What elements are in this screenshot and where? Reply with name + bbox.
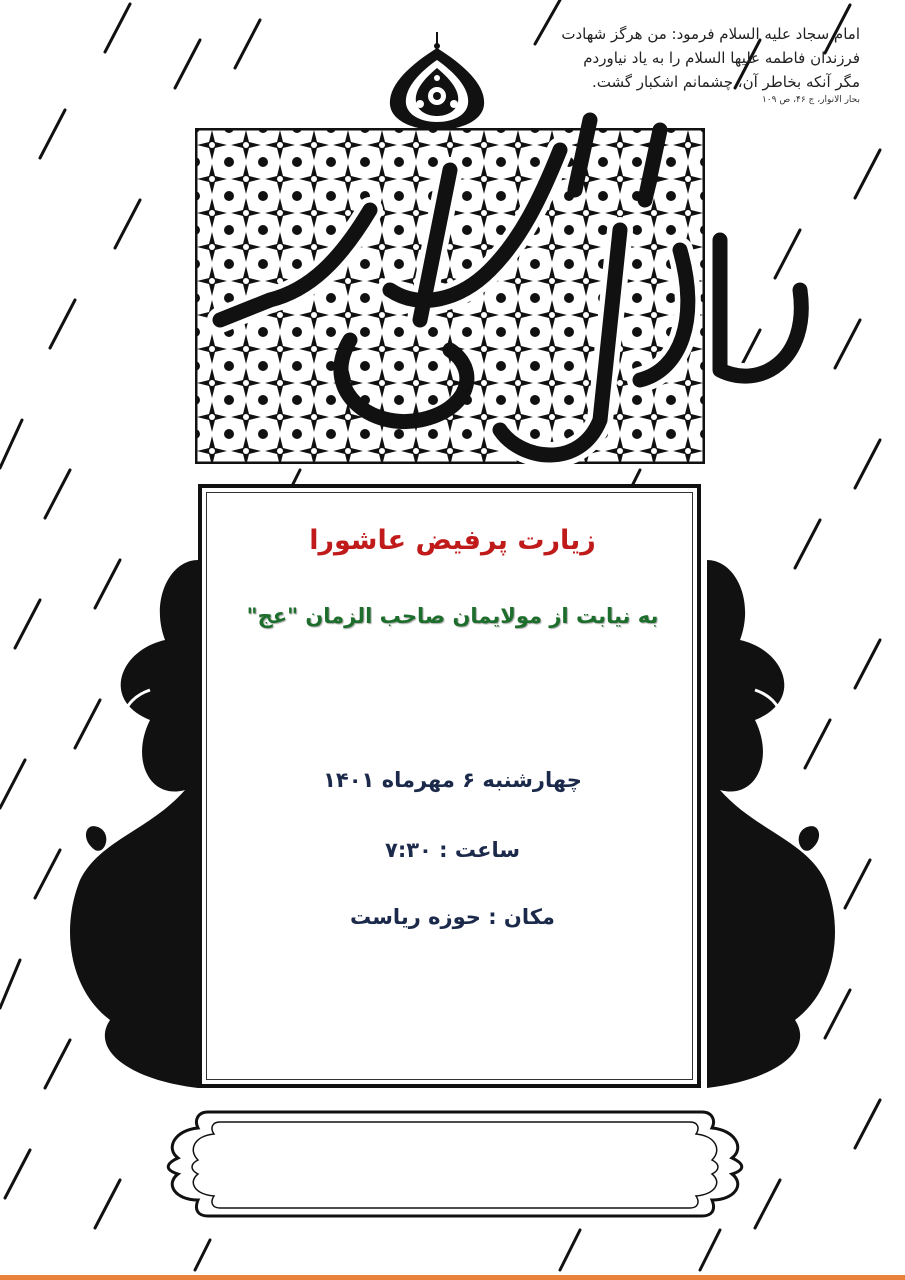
- rain-streak: [835, 320, 860, 368]
- hadith-source: بحار الانوار، ج ۴۶، ص ۱۰۹: [761, 95, 860, 105]
- rain-streak: [0, 420, 22, 468]
- bottom-accent-line: [0, 1275, 905, 1280]
- event-title: زیارت پرفیض عاشورا: [309, 525, 596, 556]
- hadith-line-3: مگر آنکه بخاطر آن، چشمانم اشکبار گشت.: [592, 73, 860, 91]
- rain-streak: [40, 110, 65, 158]
- event-subtitle: به نیابت از مولایمان صاحب الزمان "عج": [246, 604, 659, 628]
- rain-streak: [175, 40, 200, 88]
- hadith-line-1: امام سجاد علیه السلام فرمود: من هرگز شهادت: [561, 25, 860, 43]
- hadith-line-2: فرزندان فاطمه علیها السلام را به یاد نیاوردم: [583, 49, 860, 67]
- rain-streak: [855, 150, 880, 198]
- salam-calligraphy: [120, 90, 810, 500]
- event-date: چهارشنبه ۶ مهرماه ۱۴۰۱: [323, 768, 582, 792]
- rain-streak: [105, 4, 130, 52]
- event-time: ساعت : ۷:۳۰: [385, 838, 520, 862]
- rain-streak: [235, 20, 260, 68]
- event-place: مکان : حوزه ریاست: [350, 905, 555, 929]
- bottom-cartouche: [160, 1108, 750, 1220]
- rain-streak: [50, 300, 75, 348]
